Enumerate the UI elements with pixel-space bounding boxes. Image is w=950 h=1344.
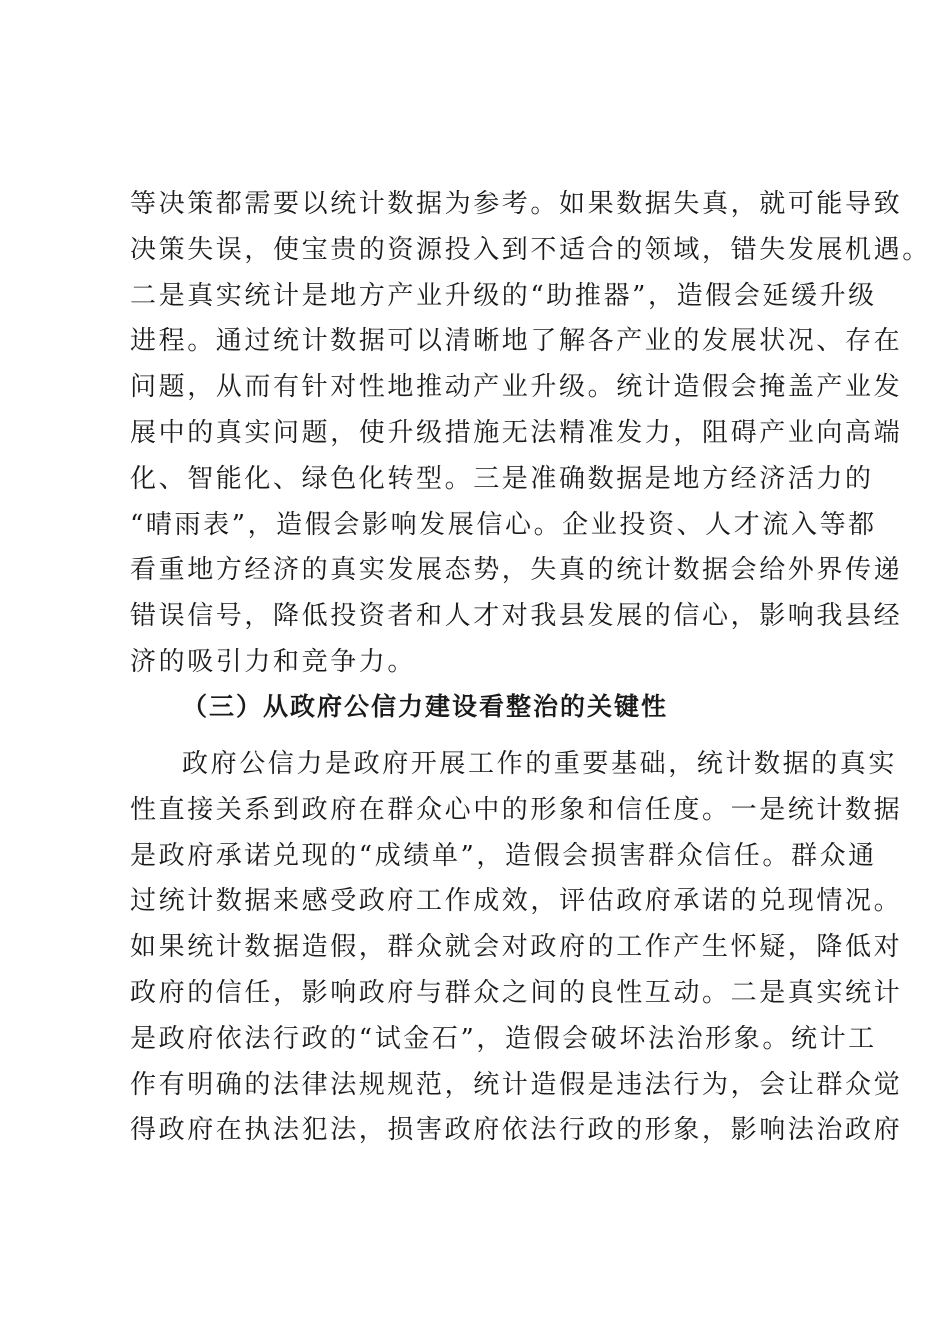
paragraph-line: 错误信号，降低投资者和人才对我县发展的信心，影响我县经	[130, 601, 903, 632]
paragraph-line: 进程。通过统计数据可以清晰地了解各产业的发展状况、存在	[130, 326, 903, 357]
section-heading: （三）从政府公信力建设看整治的关键性	[182, 692, 669, 721]
paragraph-line: 问题，从而有针对性地推动产业升级。统计造假会掩盖产业发	[130, 372, 903, 403]
paragraph-2	[130, 742, 903, 1154]
paragraph-line: 济的吸引力和竞争力。	[130, 646, 417, 677]
paragraph-line: 是政府依法行政的“试金石”，造假会破坏法治形象。统计工	[130, 1023, 877, 1054]
paragraph-line: 如果统计数据造假，群众就会对政府的工作产生怀疑，降低对	[130, 932, 903, 963]
paragraph-line: 化、智能化、绿色化转型。三是准确数据是地方经济活力的	[130, 463, 874, 494]
paragraph-line: 二是真实统计是地方产业升级的“助推器”，造假会延缓升级	[130, 280, 877, 311]
paragraph-line: 作有明确的法律法规规范，统计造假是违法行为，会让群众觉	[130, 1069, 903, 1100]
paragraph-line: 是政府承诺兑现的“成绩单”，造假会损害群众信任。群众通	[130, 840, 877, 871]
paragraph-line: 性直接关系到政府在群众心中的形象和信任度。一是统计数据	[130, 794, 903, 825]
paragraph-line: 看重地方经济的真实发展态势，失真的统计数据会给外界传递	[130, 555, 903, 586]
paragraph-line: “晴雨表”，造假会影响发展信心。企业投资、人才流入等都	[130, 509, 877, 540]
paragraph-line: 展中的真实问题，使升级措施无法精准发力，阻碍产业向高端	[130, 417, 903, 448]
paragraph-line: 政府公信力是政府开展工作的重要基础，统计数据的真实	[182, 749, 898, 779]
paragraph-1	[130, 182, 931, 686]
paragraph-line: 决策失误，使宝贵的资源投入到不适合的领域，错失发展机遇。	[130, 234, 931, 265]
paragraph-line: 等决策都需要以统计数据为参考。如果数据失真，就可能导致	[130, 189, 903, 219]
paragraph-line: 过统计数据来感受政府工作成效，评估政府承诺的兑现情况。	[130, 886, 903, 917]
paragraph-line: 得政府在执法犯法，损害政府依法行政的形象，影响法治政府	[130, 1115, 903, 1146]
paragraph-line: 政府的信任，影响政府与群众之间的良性互动。二是真实统计	[130, 977, 903, 1008]
